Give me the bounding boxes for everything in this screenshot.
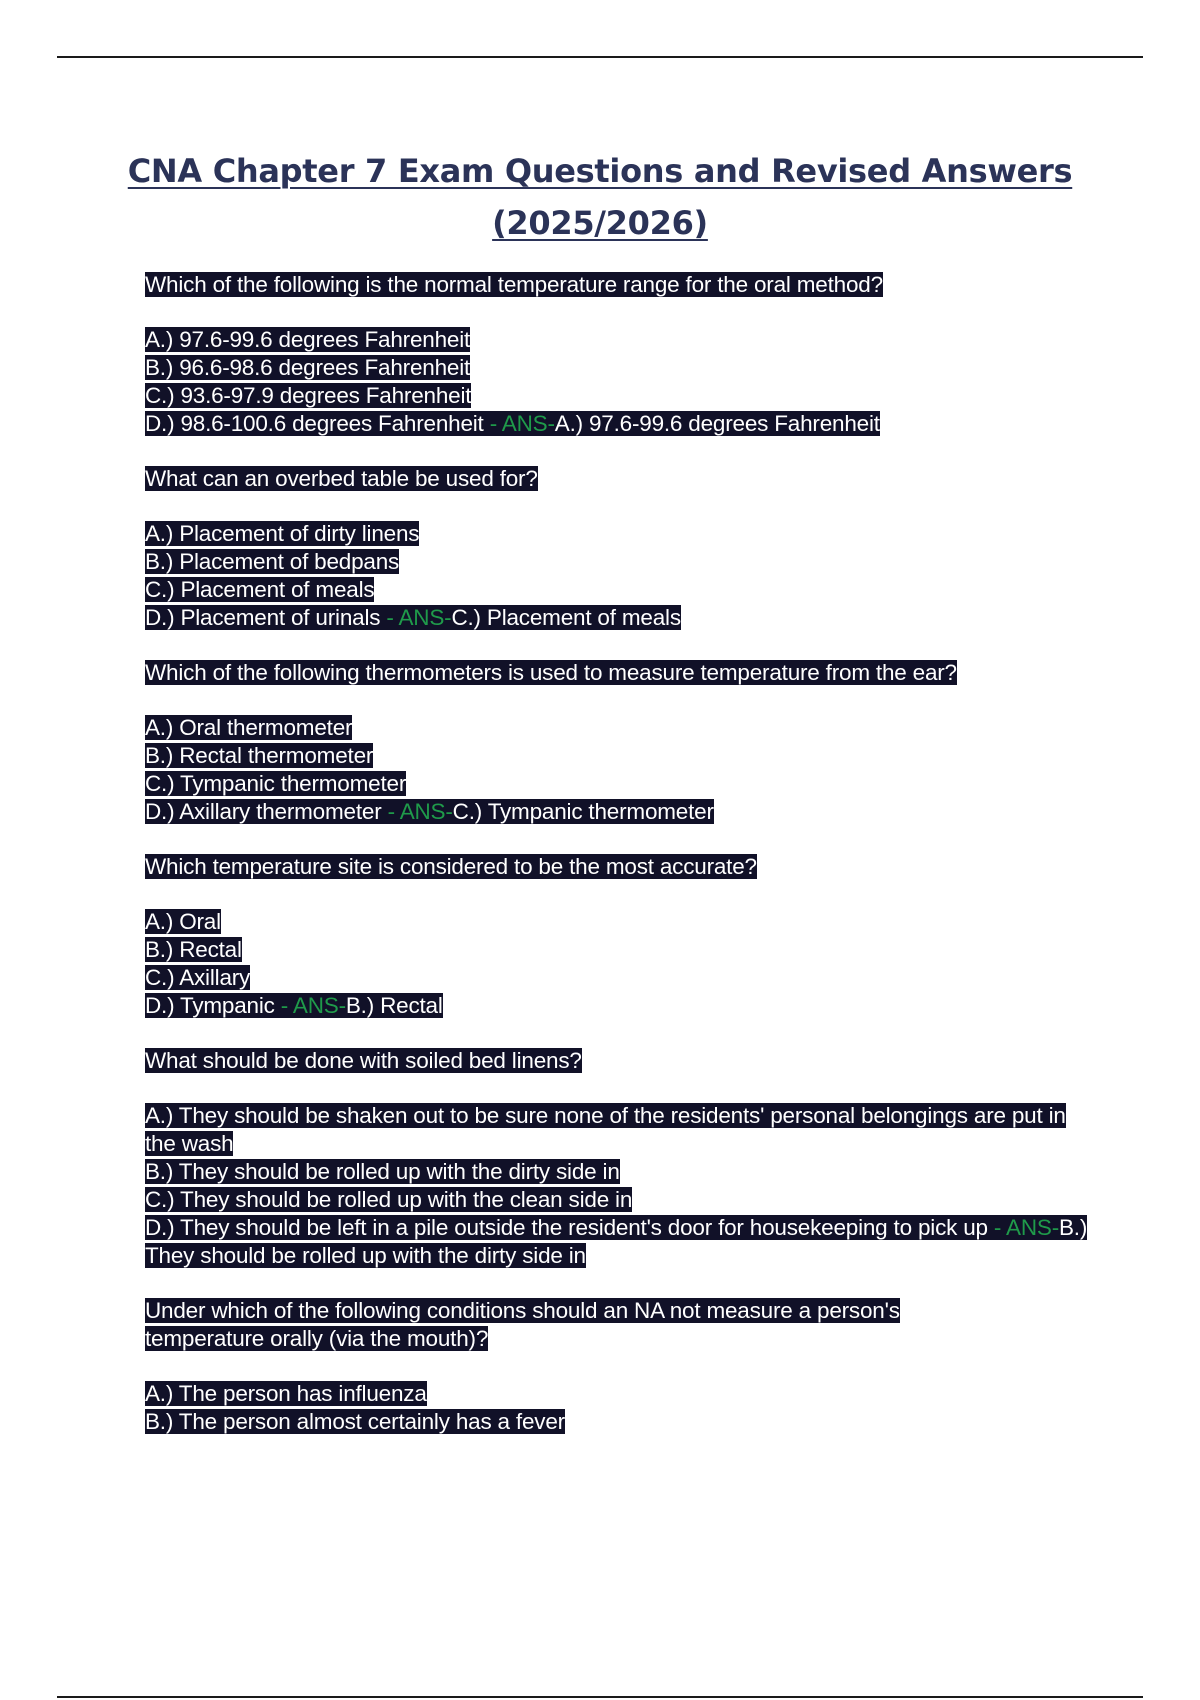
question-text: Which of the following is the normal temperature range for the oral method? xyxy=(145,272,883,297)
option-c: C.) Tympanic thermometer xyxy=(145,771,407,796)
option-c: C.) 93.6-97.9 degrees Fahrenheit xyxy=(145,383,472,408)
option-a: A.) Oral xyxy=(145,909,221,934)
title-line-1: CNA Chapter 7 Exam Questions and Revised Answers xyxy=(127,152,1073,190)
option-b: B.) The person almost certainly has a fever xyxy=(145,1409,565,1434)
option-b: B.) They should be rolled up with the dirty side in xyxy=(145,1159,620,1184)
option-c: C.) They should be rolled up with the clean side in xyxy=(145,1187,633,1212)
question-block xyxy=(145,1297,1095,1436)
answer-text: B.) Rectal xyxy=(345,993,443,1018)
footer-rule xyxy=(57,1696,1143,1698)
document-title xyxy=(0,145,1200,249)
question-block xyxy=(145,853,1095,1020)
option-d: D.) They should be left in a pile outside the resident's door for housekeeping to pick up xyxy=(145,1215,988,1240)
option-a: A.) The person has influenza xyxy=(145,1381,427,1406)
question-block xyxy=(145,271,1095,438)
title-line-2: (2025/2026) xyxy=(492,204,708,242)
header-rule xyxy=(57,56,1143,58)
option-a: A.) Placement of dirty linens xyxy=(145,521,420,546)
question-block xyxy=(145,659,1095,826)
option-d: D.) Tympanic xyxy=(145,993,275,1018)
answer-text: C.) Tympanic thermometer xyxy=(452,799,714,824)
option-b: B.) Placement of bedpans xyxy=(145,549,400,574)
question-text: Which temperature site is considered to be the most accurate? xyxy=(145,854,757,879)
question-text: Under which of the following conditions should an NA not measure a person's temperature orally (via the mouth)? xyxy=(145,1298,900,1351)
option-a: A.) 97.6-99.6 degrees Fahrenheit xyxy=(145,327,471,352)
option-d: D.) Placement of urinals xyxy=(145,605,381,630)
question-block xyxy=(145,465,1095,632)
option-c: C.) Axillary xyxy=(145,965,251,990)
question-text: Which of the following thermometers is used to measure temperature from the ear? xyxy=(145,660,957,685)
answer-text: A.) 97.6-99.6 degrees Fahrenheit xyxy=(554,411,880,436)
answer-text: B.) They should be rolled up with the dirty side in xyxy=(145,1215,1088,1268)
option-b: B.) Rectal thermometer xyxy=(145,743,374,768)
answer-marker: - ANS- xyxy=(386,605,452,630)
question-text: What should be done with soiled bed linens? xyxy=(145,1048,582,1073)
option-a: A.) They should be shaken out to be sure none of the residents' personal belongings are put in the wash xyxy=(145,1103,1066,1156)
option-d: D.) 98.6-100.6 degrees Fahrenheit xyxy=(145,411,484,436)
option-a: A.) Oral thermometer xyxy=(145,715,353,740)
answer-marker: - ANS- xyxy=(489,411,555,436)
option-b: B.) 96.6-98.6 degrees Fahrenheit xyxy=(145,355,471,380)
answer-marker: - ANS- xyxy=(993,1215,1059,1240)
question-text: What can an overbed table be used for? xyxy=(145,466,538,491)
answer-marker: - ANS- xyxy=(387,799,453,824)
question-block xyxy=(145,1047,1095,1270)
option-d: D.) Axillary thermometer xyxy=(145,799,382,824)
answer-text: C.) Placement of meals xyxy=(451,605,681,630)
question-list xyxy=(145,271,1095,1463)
answer-marker: - ANS- xyxy=(280,993,346,1018)
option-b: B.) Rectal xyxy=(145,937,242,962)
option-c: C.) Placement of meals xyxy=(145,577,375,602)
